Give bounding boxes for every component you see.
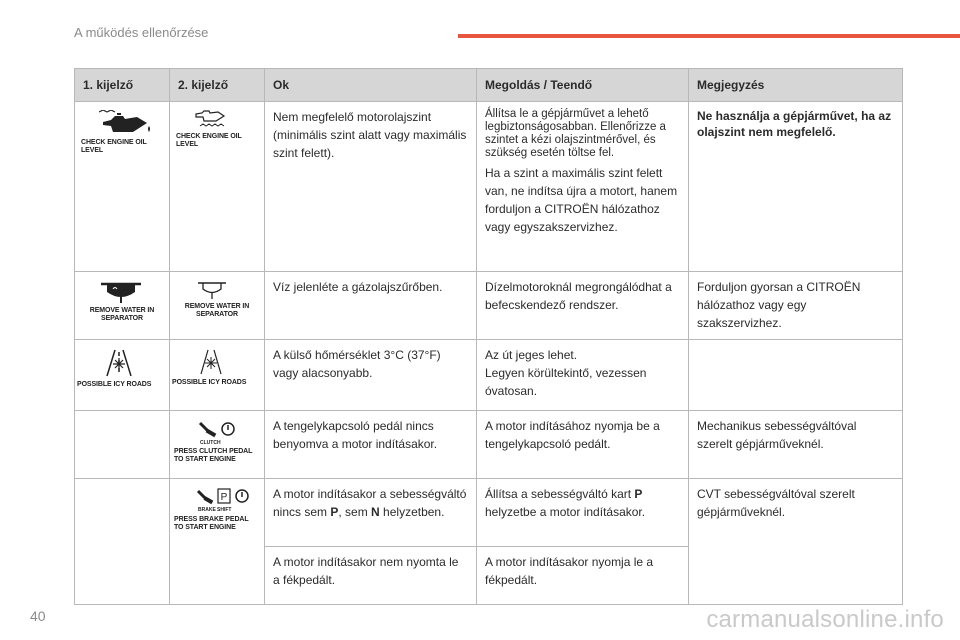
icy-road-icon — [99, 348, 139, 378]
cause-cell: Víz jelenléte a gázolajszűrőben. — [265, 272, 477, 340]
display1-label: REMOVE WATER IN SEPARATOR — [89, 307, 155, 322]
table-row — [75, 102, 903, 272]
water-separator-icon — [99, 280, 143, 304]
note-cell: Mechanikus sebességváltóval szerelt gépjárműveknél. — [689, 411, 903, 479]
brake-shift-icon — [194, 487, 254, 513]
clutch-pedal-icon — [194, 419, 238, 445]
display1-label: CHECK ENGINE OIL LEVEL — [81, 139, 147, 154]
note-cell: CVT sebességváltóval szerelt gépjárműveknél. — [689, 479, 903, 605]
table-row — [75, 411, 903, 479]
table-row — [75, 340, 903, 411]
cause-gear-p: P — [330, 505, 339, 519]
display2-cell — [170, 102, 265, 272]
solution-cell: A motor indításakor nyomja le a fékpedált. — [477, 547, 689, 605]
table-row — [75, 272, 903, 340]
column-header: Ok — [265, 69, 477, 102]
display2-cell — [170, 272, 265, 340]
display2-label: PRESS CLUTCH PEDAL TO START ENGINE — [174, 448, 253, 463]
cause-text: helyzetben. — [379, 505, 445, 519]
park-letter: P — [220, 492, 228, 503]
solution-text: Az út jeges lehet. — [485, 348, 578, 362]
brake-small-label: BRAKE — [198, 507, 216, 513]
solution-text: helyzetbe a motor indításakor. — [485, 505, 646, 519]
cause-cell: A külső hőmérséklet 3°C (37°F) vagy alacsonyabb. — [265, 340, 477, 411]
column-header: Megoldás / Teendő — [477, 69, 689, 102]
section-title: A működés ellenőrzése — [74, 25, 209, 40]
display2-cell — [170, 479, 265, 605]
shift-small-label: SHIFT — [217, 507, 232, 513]
display2-label: CHECK ENGINE OIL LEVEL — [176, 133, 242, 148]
oil-can-icon — [99, 110, 153, 136]
title-accent-bar — [458, 34, 960, 38]
cause-text: , sem — [338, 505, 372, 519]
note-cell — [689, 102, 903, 272]
water-separator-small-icon — [194, 280, 230, 300]
display1-cell — [75, 102, 170, 272]
cause-cell: A motor indításakor nem nyomta le a fékpedált. — [265, 547, 477, 605]
watermark: carmanualsonline.info — [706, 606, 944, 633]
page-number: 40 — [30, 608, 46, 624]
solution-gear-p: P — [634, 487, 643, 501]
solution-cell — [477, 102, 689, 272]
note-text: Ne használja a gépjárművet, ha az olajszint nem megfelelő. — [697, 109, 892, 139]
note-cell: Forduljon gyorsan a CITROËN hálózathoz vagy egy szakszervizhez. — [689, 272, 903, 340]
table-row — [75, 479, 903, 547]
solution-cell — [477, 340, 689, 411]
solution-text: Állítsa le a gépjárművet a lehető legbiztonságosabban. Ellenőrizze a szintet a kézi olajszintmérővel, és szükség esetén töltse fel. — [485, 108, 666, 159]
display2-label: REMOVE WATER IN SEPARATOR — [184, 303, 250, 318]
warning-table — [74, 68, 903, 605]
clutch-small-label: CLUTCH — [200, 440, 221, 445]
display1-label: POSSIBLE ICY ROADS — [77, 381, 152, 388]
display1-cell — [75, 340, 170, 411]
display2-label: POSSIBLE ICY ROADS — [172, 379, 247, 386]
solution-text: Ha a szint a maximális szint felett van, ne indítsa újra a motort, hanem forduljon a CITROËN hálózathoz vagy egyszakszervizhez. — [485, 166, 678, 234]
cause-cell — [265, 479, 477, 547]
cause-gear-n: N — [371, 505, 380, 519]
solution-text: Legyen körültekintő, vezessen óvatosan. — [485, 366, 647, 398]
display2-cell — [170, 411, 265, 479]
display1-cell — [75, 411, 170, 479]
display2-cell — [170, 340, 265, 411]
column-header: 1. kijelző — [75, 69, 170, 102]
solution-cell — [477, 479, 689, 547]
column-header: 2. kijelző — [170, 69, 265, 102]
solution-cell: Dízelmotoroknál megrongálódhat a befecskendező rendszer. — [477, 272, 689, 340]
cause-cell: A tengelykapcsoló pedál nincs benyomva a motor indításakor. — [265, 411, 477, 479]
display1-cell — [75, 479, 170, 605]
icy-road-small-icon — [194, 348, 228, 376]
cause-cell: Nem megfelelő motorolajszint (minimális szint alatt vagy maximális szint felett). — [265, 102, 477, 272]
display1-cell — [75, 272, 170, 340]
table-header-row — [75, 69, 903, 102]
solution-cell: A motor indításához nyomja be a tengelykapcsoló pedált. — [477, 411, 689, 479]
column-header: Megjegyzés — [689, 69, 903, 102]
note-cell — [689, 340, 903, 411]
oil-can-small-icon — [194, 110, 228, 130]
cause-text: A motor indításakor a sebességváltó nincs sem — [273, 487, 467, 519]
solution-text: Állítsa a sebességváltó kart — [485, 487, 635, 501]
display2-label: PRESS BRAKE PEDAL TO START ENGINE — [174, 516, 249, 531]
